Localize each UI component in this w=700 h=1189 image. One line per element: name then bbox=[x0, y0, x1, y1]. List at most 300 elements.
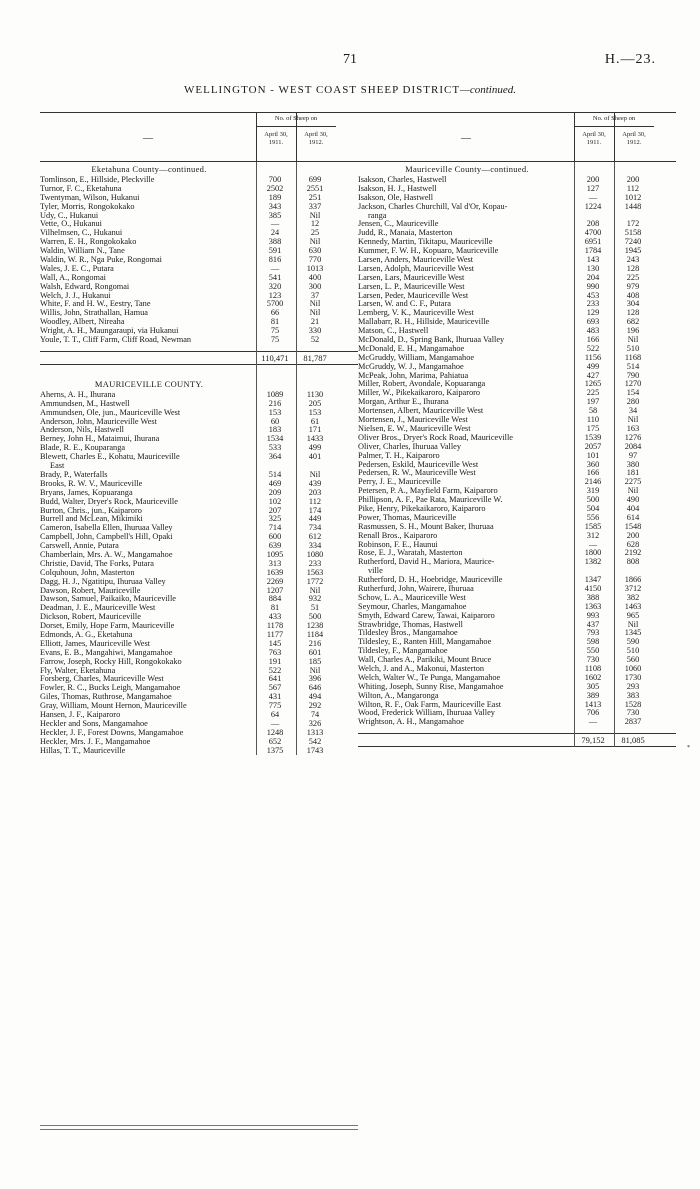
sheep-1912: 2192 bbox=[624, 548, 642, 558]
sheep-1912: 1563 bbox=[306, 567, 324, 577]
sheep-1911: 313 bbox=[268, 558, 282, 568]
sheep-1911: 600 bbox=[268, 532, 282, 542]
table-header: — No. of Sheep on April 30, 1911. April 30, 1912. bbox=[40, 112, 358, 162]
sheep-1912: Nil bbox=[309, 299, 321, 309]
owner-name: Kennedy, Martin, Tikitapu, Mauriceville bbox=[358, 238, 493, 247]
owner-name: Rutherford, D. H., Hoebridge, Mauriceville bbox=[358, 576, 503, 585]
table-row bbox=[40, 747, 358, 756]
column-rule bbox=[256, 162, 257, 755]
owner-name: Miller, Robert, Avondale, Kopuaranga bbox=[358, 380, 486, 389]
sheep-1911: 110 bbox=[586, 415, 600, 425]
owner-name: Lemberg, V. K., Mauriceville West bbox=[358, 309, 474, 318]
sheep-1912: 1276 bbox=[624, 432, 642, 442]
sheep-1911: 189 bbox=[268, 192, 282, 202]
sheep-1911: 24 bbox=[270, 228, 280, 238]
owner-name: Warren, E. H., Rongokokako bbox=[40, 238, 137, 247]
sheep-1911: — bbox=[588, 192, 598, 202]
sheep-1912: 770 bbox=[308, 255, 322, 265]
owner-name: Vette, O., Hukanui bbox=[40, 220, 102, 229]
sheep-1912: 1528 bbox=[624, 699, 642, 709]
sheep-1911: 64 bbox=[270, 709, 280, 719]
sheep-1912: 97 bbox=[628, 450, 638, 460]
sheep-1911: 388 bbox=[586, 592, 600, 602]
sheep-1911: 1108 bbox=[584, 663, 602, 673]
sheep-1912: Nil bbox=[309, 585, 321, 595]
sheep-1912: 628 bbox=[626, 539, 640, 549]
owner-name: Wales, J. E. C., Putara bbox=[40, 264, 114, 273]
sheep-1912: 449 bbox=[308, 514, 322, 524]
owner-name: White, F. and H. W., Eestry, Tane bbox=[40, 300, 151, 309]
sheep-1912: 1130 bbox=[306, 389, 324, 399]
sheep-1912: 334 bbox=[308, 541, 322, 551]
owner-name: McGruddy, William, Mangamahoe bbox=[358, 353, 475, 362]
sheep-1912: 630 bbox=[308, 246, 322, 256]
sheep-1912: Nil bbox=[627, 415, 639, 425]
sheep-1911: 2146 bbox=[584, 477, 602, 487]
sheep-1911: 641 bbox=[268, 674, 282, 684]
owner-name: Oliver, Charles, Ihuruaa Valley bbox=[358, 442, 461, 451]
sheep-1911: 1207 bbox=[266, 585, 284, 595]
sheep-1911: 500 bbox=[586, 495, 600, 505]
owner-name: Deadman, J. E., Mauriceville West bbox=[40, 604, 156, 613]
sheep-1912: 2275 bbox=[624, 477, 642, 487]
owner-name: Blade, R. E., Kouparanga bbox=[40, 444, 126, 453]
sheep-1911: — bbox=[270, 718, 280, 728]
sheep-1911: 1224 bbox=[584, 201, 602, 211]
owner-name: Turnor, F. C., Eketahuna bbox=[40, 184, 122, 193]
sheep-1911: 364 bbox=[268, 452, 282, 462]
owner-name: Nielsen, E. W., Mauriceville West bbox=[358, 424, 471, 433]
sheep-1911: 990 bbox=[586, 281, 600, 291]
section-title: MAURICEVILLE COUNTY. bbox=[94, 378, 204, 389]
sheep-1911: 123 bbox=[268, 290, 282, 300]
sheep-1911: 533 bbox=[268, 443, 282, 453]
sheep-1912: 74 bbox=[310, 709, 320, 719]
sheep-1912: 439 bbox=[308, 478, 322, 488]
sheep-1912: 171 bbox=[308, 425, 322, 435]
total-row bbox=[358, 733, 676, 747]
sheep-1912: 52 bbox=[310, 335, 320, 345]
sheep-1911: 1382 bbox=[584, 557, 602, 567]
sheep-1911: 81 bbox=[270, 317, 280, 327]
right-column bbox=[358, 112, 676, 747]
sheep-1911: — bbox=[270, 219, 280, 229]
sheep-1911: 66 bbox=[270, 308, 280, 318]
sheep-1912: 699 bbox=[308, 175, 322, 184]
sheep-1912: 128 bbox=[626, 263, 640, 273]
owner-name: Vilhelmsen, C., Hukanui bbox=[40, 229, 123, 238]
sheep-1912: 2837 bbox=[624, 717, 642, 727]
sheep-1912: 292 bbox=[308, 701, 322, 711]
owner-name: Giles, Thomas, Ruthrose, Mangamahoe bbox=[40, 693, 172, 702]
owner-name: Dawson, Robert, Mauriceville bbox=[40, 586, 141, 595]
sheep-1912: 293 bbox=[626, 681, 640, 691]
owner-name: Dorset, Emily, Hope Farm, Mauriceville bbox=[40, 622, 175, 631]
sheep-1912: Nil bbox=[309, 469, 321, 479]
sheep-1912: 280 bbox=[626, 397, 640, 407]
sheep-1911: 153 bbox=[268, 407, 282, 417]
owner-name: Farrow, Joseph, Rocky Hill, Rongokokako bbox=[40, 657, 182, 666]
owner-name: ville bbox=[368, 567, 383, 576]
sheep-1911: 469 bbox=[268, 478, 282, 488]
sheep-1912: 7240 bbox=[624, 237, 642, 247]
sheep-1911: 556 bbox=[586, 512, 600, 522]
sheep-1912: 590 bbox=[626, 637, 640, 647]
sheep-1912: 494 bbox=[308, 692, 322, 702]
total-1912: 81,787 bbox=[303, 352, 327, 363]
owner-name: Dagg, H. J., Ngatitipu, Ihuruaa Valley bbox=[40, 577, 166, 586]
sheep-1911: 320 bbox=[268, 281, 282, 291]
sheep-1911: 652 bbox=[268, 736, 282, 746]
margin-mark: * bbox=[687, 745, 690, 751]
owner-name: Petersen, P. A., Mayfield Farm, Kaiparoro bbox=[358, 487, 498, 496]
sheep-1912: 337 bbox=[308, 201, 322, 211]
owner-name: Ammundsen, Ole, jun., Mauriceville West bbox=[40, 408, 181, 417]
sheep-1912: 112 bbox=[308, 496, 322, 506]
sheep-1911: — bbox=[588, 717, 598, 727]
owner-name: Gray, William, Mount Hernon, Mauriceville bbox=[40, 702, 187, 711]
sheep-1912: 808 bbox=[626, 557, 640, 567]
sheep-1911: 567 bbox=[268, 683, 282, 693]
sheep-1912: 1060 bbox=[624, 663, 642, 673]
owner-name: Cameron, Isabella Ellen, Ihuruaa Valley bbox=[40, 524, 173, 533]
owner-name: Christie, David, The Forks, Putara bbox=[40, 559, 154, 568]
owner-name: Twentyman, Wilson, Hukanui bbox=[40, 193, 140, 202]
sheep-1912: 601 bbox=[308, 647, 322, 657]
sheep-1911: 793 bbox=[586, 628, 600, 638]
sheep-1912: 790 bbox=[626, 370, 640, 380]
owner-name: Pike, Henry, Pikekaikaroro, Kaiparoro bbox=[358, 504, 486, 513]
owner-name: Tildesley Bros., Mangamahoe bbox=[358, 629, 458, 638]
sheep-1912: 216 bbox=[308, 638, 322, 648]
sheep-1911: 305 bbox=[586, 681, 600, 691]
sheep-1911: 1089 bbox=[266, 389, 284, 399]
sheep-1911: 431 bbox=[268, 692, 282, 702]
owner-name: Tildesley, E., Ranten Hill, Mangamahoe bbox=[358, 638, 492, 647]
owner-name: Dawson, Samuel, Paikaiko, Mauriceville bbox=[40, 595, 176, 604]
sheep-1912: 128 bbox=[626, 308, 640, 318]
sheep-1912: 382 bbox=[626, 592, 640, 602]
sheep-1911: 1347 bbox=[584, 575, 602, 585]
sheep-1912: 965 bbox=[626, 610, 640, 620]
owner-name: ranga bbox=[368, 211, 387, 220]
sheep-1912: 5158 bbox=[624, 228, 642, 238]
sheep-1911: 233 bbox=[586, 299, 600, 309]
sheep-1911: — bbox=[270, 263, 280, 273]
owner-name: Rose, E. J., Waratah, Masterton bbox=[358, 549, 463, 558]
sheep-1911: 1800 bbox=[584, 548, 602, 558]
owner-name: Wilton, R. F., Oak Farm, Mauriceville East bbox=[358, 700, 502, 709]
owner-name: Larsen, Anders, Mauriceville West bbox=[358, 256, 474, 265]
owner-name: Miller, W., Pikekaikaroro, Kaiparoro bbox=[358, 389, 481, 398]
owner-name: Whiting, Joseph, Sunny Rise, Mangamahoe bbox=[358, 682, 504, 691]
sheep-1911: 75 bbox=[270, 335, 280, 345]
owner-name: Anderson, Nils, Hastwell bbox=[40, 426, 124, 435]
sheep-1911: 225 bbox=[586, 388, 600, 398]
sheep-1912: 300 bbox=[308, 281, 322, 291]
owner-name: Woodley, Albert, Nireaha bbox=[40, 318, 125, 327]
sheep-1912: 396 bbox=[308, 674, 322, 684]
owner-name: Youle, T. T., Cliff Farm, Cliff Road, Newman bbox=[40, 336, 192, 345]
owner-name: Perry, J. E., Mauriceville bbox=[358, 478, 441, 487]
column-rule bbox=[574, 162, 575, 747]
sheep-1912: 12 bbox=[310, 219, 320, 229]
sheep-1911: 385 bbox=[268, 210, 282, 220]
owner-name: Wall, A., Rongomai bbox=[40, 273, 106, 282]
owner-name: Larsen, Peder, Mauriceville West bbox=[358, 291, 469, 300]
sheep-1911: 58 bbox=[588, 406, 598, 416]
sheep-1911: — bbox=[588, 539, 598, 549]
owner-name: McGruddy, W. J., Mangamahoe bbox=[358, 362, 464, 371]
owner-name: Heckler, Mrs. J. F., Mangamahoe bbox=[40, 737, 151, 746]
sheep-1911: 763 bbox=[268, 647, 282, 657]
owner-name: Welch, Walter W., Te Punga, Mangamahoe bbox=[358, 673, 501, 682]
owner-name: Schow, L. A., Mauriceville West bbox=[358, 593, 466, 602]
sheep-1912: Nil bbox=[309, 665, 321, 675]
sheep-1912: 1184 bbox=[306, 629, 324, 639]
sheep-1912: 1168 bbox=[624, 352, 642, 362]
sheep-1912: 185 bbox=[308, 656, 322, 666]
sheep-1912: 1448 bbox=[624, 201, 642, 211]
sheep-1911: 437 bbox=[586, 619, 600, 629]
owner-name: Evans, E. B., Mangahiwi, Mangamahoe bbox=[40, 648, 173, 657]
owner-name: Pedersen, Eskild, Mauriceville West bbox=[358, 460, 479, 469]
owner-name: Blewett, Charles E., Kohatu, Mauriceville bbox=[40, 453, 180, 462]
owner-name: Wood, Frederick William, Ihuruaa Valley bbox=[358, 709, 495, 718]
sheep-1912: 1345 bbox=[624, 628, 642, 638]
sheep-1911: 598 bbox=[586, 637, 600, 647]
left-table-body bbox=[40, 162, 358, 755]
sheep-1911: 639 bbox=[268, 541, 282, 551]
sheep-1911: 1534 bbox=[266, 434, 284, 444]
owner-name: Rutherford, David H., Mariora, Maurice- bbox=[358, 558, 495, 567]
owner-name: Wright, A. H., Maungaraupi, via Hukanui bbox=[40, 327, 179, 336]
owner-name: Mortensen, J., Mauriceville West bbox=[358, 416, 468, 425]
owner-name: Waldin, W. R., Nga Puke, Rongomai bbox=[40, 256, 162, 265]
sheep-1911: 343 bbox=[268, 201, 282, 211]
sheep-1912: 34 bbox=[628, 406, 638, 416]
owner-name: Power, Thomas, Mauriceville bbox=[358, 513, 457, 522]
sheep-1911: 312 bbox=[586, 530, 600, 540]
owner-name: Welch, J. J., Hukanui bbox=[40, 291, 111, 300]
sheep-1911: 499 bbox=[586, 361, 600, 371]
sheep-1911: 4700 bbox=[584, 228, 602, 238]
sheep-1911: 143 bbox=[586, 255, 600, 265]
sheep-1912: 932 bbox=[308, 594, 322, 604]
divider bbox=[40, 1125, 358, 1126]
sheep-1911: 2269 bbox=[266, 576, 284, 586]
sheep-1912: Nil bbox=[627, 335, 639, 345]
sheep-1912: 1772 bbox=[306, 576, 324, 586]
owner-name: Welch, J. and A., Makonui, Masterton bbox=[358, 664, 485, 673]
sheep-1911: 191 bbox=[268, 656, 282, 666]
sheep-1911: 775 bbox=[268, 701, 282, 711]
owner-name: Isakson, H. J., Hastwell bbox=[358, 184, 437, 193]
owner-name: Budd, Walter, Dryer's Rock, Mauriceville bbox=[40, 497, 178, 506]
owner-name: Oliver Bros., Dryer's Rock Road, Mauriceville bbox=[358, 433, 513, 442]
table-row bbox=[358, 558, 676, 567]
owner-name: Robinson, F. E., Haunui bbox=[358, 540, 438, 549]
table-row bbox=[40, 453, 358, 462]
column-rule bbox=[296, 162, 297, 755]
sheep-1911: 1178 bbox=[266, 621, 284, 631]
sheep-1912: 203 bbox=[308, 487, 322, 497]
owner-name: Isakson, Charles, Hastwell bbox=[358, 176, 447, 184]
sheep-1912: 560 bbox=[626, 655, 640, 665]
divider bbox=[40, 1129, 358, 1130]
sheep-1911: 816 bbox=[268, 255, 282, 265]
sheep-1911: 75 bbox=[270, 326, 280, 336]
sheep-1912: 1013 bbox=[306, 263, 324, 273]
sheep-1911: 2502 bbox=[266, 183, 284, 193]
sheep-1912: 154 bbox=[626, 388, 640, 398]
sheep-1912: 21 bbox=[310, 317, 320, 327]
sheep-1911: 1177 bbox=[266, 629, 284, 639]
sheep-1911: 706 bbox=[586, 708, 600, 718]
owner-name: Kummer, F. W. H., Kopuaro, Mauriceville bbox=[358, 247, 499, 256]
owner-name: Phillipson, A. F., Pae Rata, Mauriceville W. bbox=[358, 496, 503, 505]
owner-name: Matson, C., Hastwell bbox=[358, 327, 429, 336]
owner-name: McDonald, E. H., Mangamahoe bbox=[358, 344, 465, 353]
sheep-1912: 2084 bbox=[624, 441, 642, 451]
owner-name: East bbox=[50, 462, 65, 471]
sheep-1911: 204 bbox=[586, 272, 600, 282]
sheep-1912: 225 bbox=[626, 272, 640, 282]
sheep-1911: 427 bbox=[586, 370, 600, 380]
sheep-1911: 208 bbox=[586, 219, 600, 229]
sheep-1912: 37 bbox=[310, 290, 320, 300]
section-title: Mauriceville County—continued. bbox=[405, 164, 529, 174]
owner-name: Tildesley, F., Mangamahoe bbox=[358, 647, 448, 656]
series-code: H.—23. bbox=[604, 52, 656, 67]
sheep-1911: 1363 bbox=[584, 601, 602, 611]
sheep-1912: Nil bbox=[309, 237, 321, 247]
left-column bbox=[40, 112, 358, 755]
owner-name: Mallabarr, R. H., Hillside, Mauriceville bbox=[358, 318, 490, 327]
sheep-1911: 129 bbox=[586, 308, 600, 318]
total-1912: 81,085 bbox=[621, 735, 645, 746]
owner-name: Rasmussen, S. H., Mount Baker, Ihuruaa bbox=[358, 522, 494, 531]
sheep-1911: 1156 bbox=[584, 352, 602, 362]
sheep-1911: 200 bbox=[586, 175, 600, 184]
sheep-1912: 510 bbox=[626, 646, 640, 656]
sheep-1912: 500 bbox=[308, 612, 322, 622]
sheep-1912: 1012 bbox=[624, 192, 642, 202]
sheep-1912: 1313 bbox=[306, 727, 324, 737]
sheep-1911: 81 bbox=[270, 603, 280, 613]
sheep-1911: 591 bbox=[268, 246, 282, 256]
owner-name: Larsen, L. P., Mauriceville West bbox=[358, 282, 465, 291]
owner-name: Heckler, J. F., Forest Downs, Mangamahoe bbox=[40, 728, 184, 737]
owner-name: Wrightson, A. H., Mangamahoe bbox=[358, 718, 464, 727]
owner-name: Fowler, R. C., Bucks Leigh, Mangamahoe bbox=[40, 684, 181, 693]
total-1911: 79,152 bbox=[581, 735, 605, 746]
sheep-1911: 166 bbox=[586, 335, 600, 345]
owner-name: Ammundsen, M., Hastwell bbox=[40, 399, 130, 408]
owner-name: Waldin, William N., Tane bbox=[40, 247, 125, 256]
sheep-1912: 1743 bbox=[306, 745, 324, 755]
owner-name: Jensen, C., Mauriceville bbox=[358, 220, 439, 229]
sheep-1912: 510 bbox=[626, 343, 640, 353]
sheep-1911: 2057 bbox=[584, 441, 602, 451]
sheep-1912: 200 bbox=[626, 530, 640, 540]
sheep-1911: 145 bbox=[268, 638, 282, 648]
sheep-1912: 1730 bbox=[624, 672, 642, 682]
sheep-1911: 175 bbox=[586, 423, 600, 433]
owner-name: Aherns, A. H., Ihurana bbox=[40, 390, 116, 399]
sheep-1911: 483 bbox=[586, 326, 600, 336]
table-row bbox=[358, 203, 676, 212]
owner-name: Larsen, W. and C. F., Putara bbox=[358, 300, 451, 309]
sheep-1912: 401 bbox=[308, 452, 322, 462]
sheep-1911: 1413 bbox=[584, 699, 602, 709]
owner-name: Udy, C., Hukanui bbox=[40, 211, 99, 220]
sheep-1912: 196 bbox=[626, 326, 640, 336]
sheep-1911: 389 bbox=[586, 690, 600, 700]
sheep-1911: 1375 bbox=[266, 745, 284, 755]
sheep-1911: 1265 bbox=[584, 379, 602, 389]
sheep-1911: 514 bbox=[268, 469, 282, 479]
sheep-1912: 61 bbox=[310, 416, 320, 426]
page-number: 71 bbox=[343, 52, 357, 67]
sheep-1911: 4150 bbox=[584, 583, 602, 593]
sheep-1911: 1784 bbox=[584, 246, 602, 256]
sheep-1912: 1270 bbox=[624, 379, 642, 389]
sheep-1912: 404 bbox=[626, 503, 640, 513]
sheep-1912: 490 bbox=[626, 495, 640, 505]
sheep-1912: 243 bbox=[626, 255, 640, 265]
owner-name: Heckler and Sons, Mangamahoe bbox=[40, 719, 148, 728]
owner-name: Larsen, Lars, Mauriceville West bbox=[358, 273, 465, 282]
owner-name: Campbell, John, Campbell's Hill, Opaki bbox=[40, 533, 173, 542]
owner-name: Willis, John, Strathallan, Hamua bbox=[40, 309, 148, 318]
owner-name: Jackson, Charles Churchill, Val d'Or, Kopau- bbox=[358, 202, 508, 211]
owner-name: Elliott, James, Mauriceville West bbox=[40, 639, 151, 648]
sheep-1912: 614 bbox=[626, 512, 640, 522]
sheep-1911: 993 bbox=[586, 610, 600, 620]
sheep-1911: 693 bbox=[586, 317, 600, 327]
sheep-1911: 433 bbox=[268, 612, 282, 622]
sheep-1911: 522 bbox=[268, 665, 282, 675]
sheep-1912: 730 bbox=[626, 708, 640, 718]
sheep-1912: 326 bbox=[308, 718, 322, 728]
sheep-1911: 714 bbox=[268, 523, 282, 533]
sheep-1912: 612 bbox=[308, 532, 322, 542]
sheep-1911: 6951 bbox=[584, 237, 602, 247]
total-row bbox=[40, 351, 358, 365]
owner-name: Bryans, James, Kopuaranga bbox=[40, 488, 133, 497]
sheep-1911: 541 bbox=[268, 272, 282, 282]
owner-name: Rutherfurd, John, Wairere, Ihuruaa bbox=[358, 584, 474, 593]
sheep-1912: 330 bbox=[308, 326, 322, 336]
sheep-1912: 3712 bbox=[624, 583, 642, 593]
table-row bbox=[358, 718, 676, 727]
sheep-1912: 51 bbox=[310, 603, 320, 613]
owner-name: Brooks, R. W. V., Mauriceville bbox=[40, 479, 143, 488]
owner-name: Colquhoun, John, Masterton bbox=[40, 568, 135, 577]
table-header: — No. of Sheep on April 30, 1911. April 30, 1912. bbox=[358, 112, 676, 162]
sheep-1912: 174 bbox=[308, 505, 322, 515]
sheep-1912: 514 bbox=[626, 361, 640, 371]
owner-name: Isakson, Ole, Hastwell bbox=[358, 193, 434, 202]
sheep-1912: 205 bbox=[308, 398, 322, 408]
sheep-1911: 1602 bbox=[584, 672, 602, 682]
owner-name: Edmonds, A. G., Eketahuna bbox=[40, 630, 133, 639]
owner-name: Judd, R., Manaia, Masterton bbox=[358, 229, 453, 238]
sheep-1911: 130 bbox=[586, 263, 600, 273]
total-1911: 110,471 bbox=[261, 352, 289, 363]
owner-name: Burrell and McLean, Mikimiki bbox=[40, 515, 143, 524]
